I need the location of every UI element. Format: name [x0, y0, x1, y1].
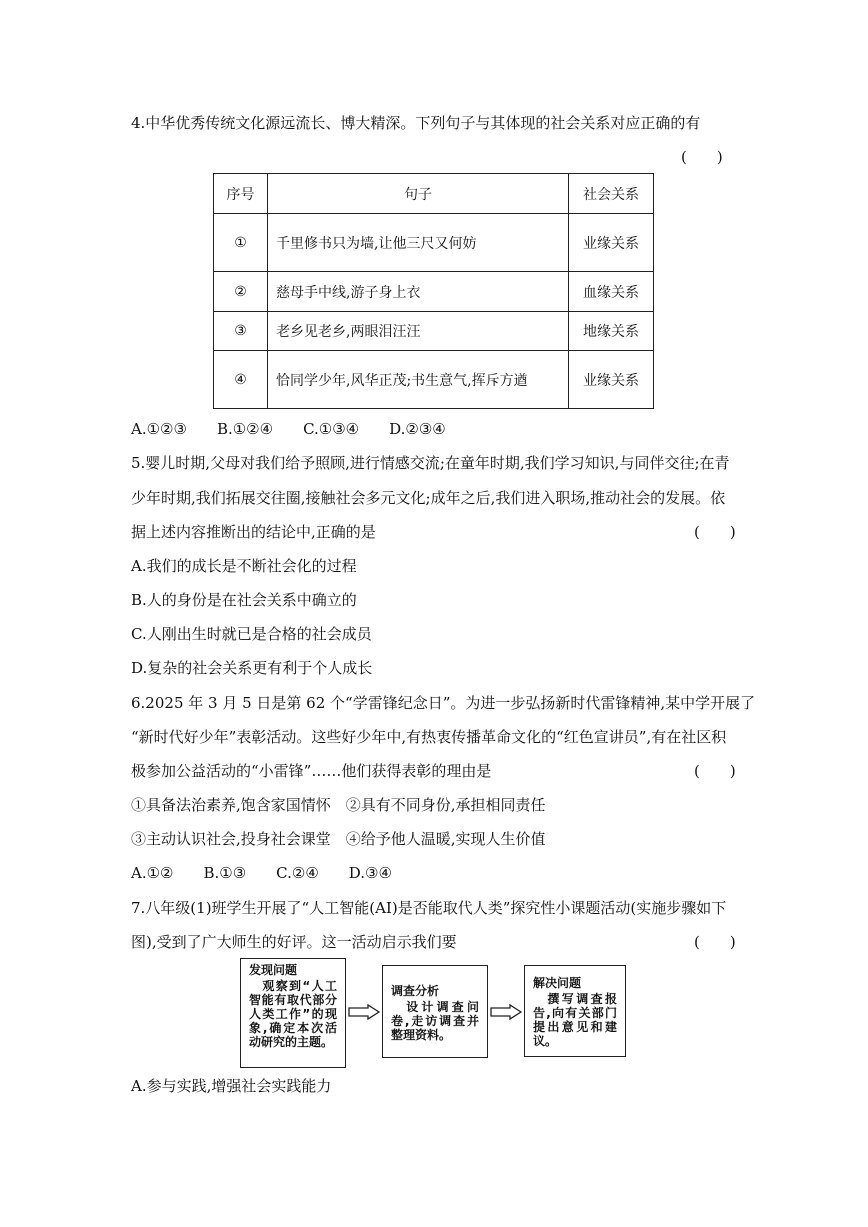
q5-option-a: A.我们的成长是不断社会化的过程 [131, 557, 357, 575]
q6-stem-line2: “新时代好少年”表彰活动。这些好少年中,有热衷传播革命文化的“红色宣讲员”,有在社区积 [131, 728, 727, 746]
q4-table [213, 173, 654, 409]
q4-answer-paren: ( ) [681, 148, 723, 166]
flow-step-body: 撰写调查报告,向有关部门提出意见和建议。 [533, 992, 617, 1048]
q7-stem-line1: 7.八年级(1)班学生开展了“人工智能(AI)是否能取代人类”探究性小课题活动(实施步骤如下 [131, 899, 727, 917]
q6-answer-paren: ( ) [694, 762, 736, 780]
q7-stem-line2: 图),受到了广大师生的好评。这一活动启示我们要 [131, 933, 457, 951]
q7-answer-paren: ( ) [694, 933, 736, 951]
flow-step-investigate [382, 965, 488, 1058]
row-relation: 业缘关系 [569, 351, 654, 409]
q6-items-line2: ③主动认识社会,投身社会课堂 ④给予他人温暖,实现人生价值 [131, 830, 546, 848]
q7-option-a: A.参与实践,增强社会实践能力 [131, 1077, 332, 1095]
header-index: 序号 [214, 174, 268, 214]
row-sentence: 老乡见老乡,两眼泪汪汪 [268, 312, 569, 351]
flow-step-solve [524, 965, 626, 1057]
row-sentence: 千里修书只为墙,让他三尺又何妨 [268, 214, 569, 272]
table-row [214, 351, 654, 409]
flow-step-title: 调查分析 [391, 984, 440, 998]
flow-arrow-icon [348, 1004, 380, 1020]
row-relation: 血缘关系 [569, 272, 654, 312]
q6-items-line1: ①具备法治素养,饱含家国情怀 ②具有不同身份,承担相同责任 [131, 796, 546, 814]
q5-stem-line2: 少年时期,我们拓展交往圈,接触社会多元文化;成年之后,我们进入职场,推动社会的发展。依 [131, 489, 726, 507]
flow-step-discover [240, 958, 346, 1068]
q6-options: A.①② B.①③ C.②④ D.③④ [131, 864, 392, 882]
table-row [214, 214, 654, 272]
flow-step-title: 发现问题 [249, 963, 298, 977]
q4-stem: 4.中华优秀传统文化源远流长、博大精深。下列句子与其体现的社会关系对应正确的有 [131, 114, 701, 132]
table-row [214, 272, 654, 312]
q5-option-b: B.人的身份是在社会关系中确立的 [131, 591, 357, 609]
q5-option-c: C.人刚出生时就已是合格的社会成员 [131, 625, 372, 643]
row-index: ① [214, 214, 268, 272]
row-sentence: 慈母手中线,游子身上衣 [268, 272, 569, 312]
q6-stem-line1: 6.2025 年 3 月 5 日是第 62 个“学雷锋纪念日”。为进一步弘扬新时代雷锋精神,某中学开展了 [131, 694, 756, 712]
flow-step-body: 观察到“人工智能有取代部分人类工作”的现象,确定本次活动研究的主题。 [249, 979, 337, 1049]
row-relation: 地缘关系 [569, 312, 654, 351]
table-row [214, 312, 654, 351]
flow-step-title: 解决问题 [533, 976, 582, 990]
q5-stem-line3: 据上述内容推断出的结论中,正确的是 [131, 523, 376, 541]
header-relation: 社会关系 [569, 174, 654, 214]
flow-arrow-icon [490, 1004, 522, 1020]
row-index: ④ [214, 351, 268, 409]
table-header-row [214, 174, 654, 214]
flow-step-body: 设计调查问卷,走访调查并整理资料。 [391, 1000, 479, 1042]
q5-answer-paren: ( ) [694, 523, 736, 541]
header-sentence: 句子 [268, 174, 569, 214]
row-sentence: 恰同学少年,风华正茂;书生意气,挥斥方遒 [268, 351, 569, 409]
q5-stem-line1: 5.婴儿时期,父母对我们给予照顾,进行情感交流;在童年时期,我们学习知识,与同伴交往;在青 [131, 454, 730, 472]
q5-option-d: D.复杂的社会关系更有利于个人成长 [131, 659, 373, 677]
row-relation: 业缘关系 [569, 214, 654, 272]
q4-options: A.①②③ B.①②④ C.①③④ D.②③④ [131, 420, 446, 438]
q6-stem-line3: 极参加公益活动的“小雷锋”……他们获得表彰的理由是 [131, 762, 492, 780]
row-index: ② [214, 272, 268, 312]
row-index: ③ [214, 312, 268, 351]
